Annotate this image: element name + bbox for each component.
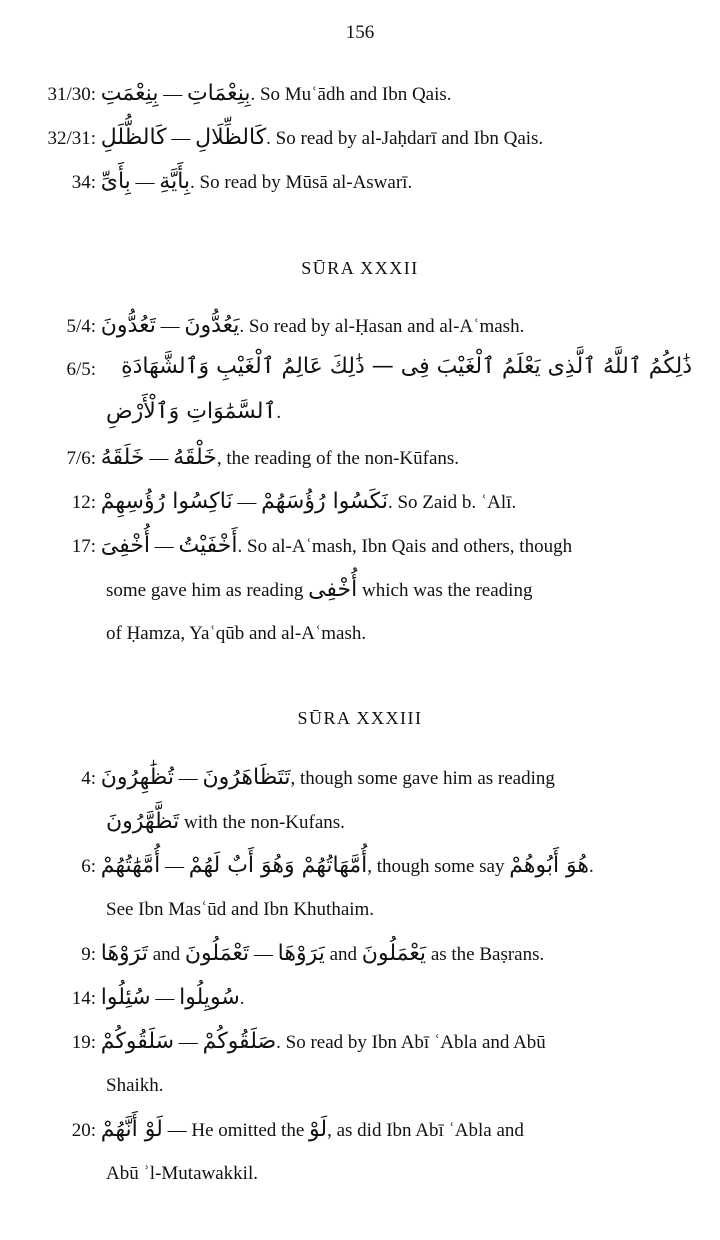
note-entry: [28, 160, 412, 205]
verse-ref: 7/6:: [66, 448, 96, 469]
verse-ref: 6/5:: [66, 359, 96, 380]
note-entry: [28, 932, 544, 977]
arabic-variant: تَتَظَاهَرُونَ: [202, 765, 291, 790]
page-number: 156: [345, 22, 375, 43]
note-entry: [28, 116, 543, 161]
note-continuation: [106, 800, 345, 845]
verse-ref: 5/4:: [66, 316, 96, 337]
dash: —: [160, 316, 180, 337]
arabic-reading: لَوْ: [309, 1117, 328, 1142]
arabic-reading: تَعُدُّونَ: [100, 313, 156, 338]
dash: —: [149, 448, 169, 469]
verse-ref: 6:: [81, 856, 96, 877]
arabic-reading: هُوَ أَبُوهُمْ: [509, 853, 590, 878]
arabic-variant: سُويِلُوا: [179, 985, 240, 1010]
dash: —: [253, 944, 273, 965]
arabic-variant: يَرَوْهَا: [277, 941, 325, 966]
note-entry: [28, 304, 524, 349]
note-text: , though some gave him as reading: [290, 768, 555, 789]
verse-ref: 14:: [71, 988, 96, 1009]
note-text: and: [152, 944, 181, 965]
verse-ref: 32/31:: [47, 128, 96, 149]
arabic-reading: أُمَّهَٰتُهُمْ: [100, 853, 161, 878]
sura-heading: SŪRA XXXIII: [297, 708, 423, 728]
dash: —: [135, 172, 155, 193]
note-entry: [28, 976, 245, 1021]
note-continuation: See Ibn Masʿūd and Ibn Khuthaim.: [106, 899, 375, 920]
verse-ref: 9:: [81, 944, 96, 965]
verse-ref: 12:: [71, 492, 96, 513]
arabic-reading: بِنِعْمَتِ: [100, 81, 159, 106]
dash: —: [237, 492, 257, 513]
note-text: . So al-Aʿmash, Ibn Qais and others, though: [237, 536, 573, 557]
note-text: with the non-Kufans.: [183, 812, 345, 833]
verse-ref: 34:: [71, 172, 96, 193]
verse-ref: 31/30:: [47, 84, 96, 105]
note-text: and: [329, 944, 358, 965]
verse-ref: 20:: [71, 1120, 96, 1141]
sura-heading: SŪRA XXXII: [301, 258, 419, 278]
arabic-variant: أُمَّهَاتُهُمْ وَهُوَ أَبٌ لَهُمْ: [188, 853, 368, 878]
arabic-reading: بِأَىِّ: [100, 169, 131, 194]
arabic-variant: بِأَيَّةِ: [159, 169, 191, 194]
arabic-variant: يَعُدُّونَ: [184, 313, 240, 338]
dash: —: [178, 1032, 198, 1053]
note-entry: [28, 480, 516, 525]
note-text: which was the reading: [362, 580, 533, 601]
arabic-phrase: ٱلسَّمَٰوَاتِ وَٱلْأَرْضِ: [106, 399, 277, 424]
note-entry: [28, 756, 555, 801]
arabic-variant: يَعْمَلُونَ: [361, 941, 427, 966]
arabic-reading: كَالظُّلَلِ: [100, 125, 167, 150]
verse-ref: 19:: [71, 1032, 96, 1053]
arabic-reading: سُئِلُوا: [100, 985, 151, 1010]
arabic-reading: تُظَٰهِرُونَ: [100, 765, 174, 790]
arabic-reading: تَرَوْهَا: [100, 941, 148, 966]
verse-ref: 4:: [81, 768, 96, 789]
arabic-variant: بِنِعْمَاتِ: [186, 81, 251, 106]
note-text: . So Muʿādh and Ibn Qais.: [250, 84, 452, 105]
verse-ref: 17:: [71, 536, 96, 557]
arabic-reading: سَلَقُوكُمْ: [100, 1029, 175, 1054]
note-entry: [28, 1108, 524, 1153]
arabic-reading: تَظَّهَّرُونَ: [106, 809, 180, 834]
note-text: .: [239, 988, 245, 1009]
note-text: as the Baṣrans.: [430, 944, 545, 965]
arabic-reading: نَاكِسُوا رُؤُسِهِمْ: [100, 489, 233, 514]
note-entry: [28, 72, 452, 117]
arabic-variant: كَالظِّلَالِ: [195, 125, 267, 150]
note-text: . So read by al-Ḥasan and al-Aʿmash.: [239, 316, 525, 337]
note-continuation: [106, 390, 281, 435]
arabic-variant: نَكَسُوا رُؤُسَهُمْ: [261, 489, 388, 514]
note-entry: [28, 436, 459, 481]
note-continuation: [106, 568, 532, 613]
arabic-phrase: ذَٰلِكُمُ ٱللَّهُ ٱلَّذِى يَعْلَمُ ٱلْغَيْبَ فِى — ذَٰلِكَ عَالِمُ ٱلْغَيْبِ وَٱلشَّهَادَةِ: [121, 354, 692, 379]
note-text: , though some say: [367, 856, 505, 877]
dash: —: [163, 84, 183, 105]
note-text: , as did Ibn Abī ʿAbla and: [327, 1120, 524, 1141]
note-text: . So read by al-Jaḥdarī and Ibn Qais.: [266, 128, 544, 149]
note-continuation: Abū ʾl-Mutawakkil.: [106, 1163, 258, 1184]
arabic-reading: خَلَقَهُ: [100, 445, 145, 470]
arabic-variant: خَلْقَهُ: [173, 445, 217, 470]
arabic-reading: تَعْمَلُونَ: [184, 941, 250, 966]
dash: —: [155, 988, 175, 1009]
note-text: . So Zaid b. ʿAlī.: [387, 492, 517, 513]
note-entry: [28, 348, 96, 392]
note-continuation: of Ḥamza, Yaʿqūb and al-Aʿmash.: [106, 623, 367, 644]
arabic-reading: أُخْفِىَ: [100, 533, 150, 558]
note-text: .: [276, 402, 282, 423]
note-text: some gave him as reading: [106, 580, 304, 601]
arabic-variant: صَلَقُوكُمْ: [202, 1029, 277, 1054]
arabic-variant: أَخْفَيْتُ: [178, 533, 238, 558]
note-entry: [28, 524, 572, 569]
dash: —: [164, 856, 184, 877]
note-continuation: Shaikh.: [106, 1075, 164, 1096]
dash: —: [167, 1120, 187, 1141]
note-entry: [28, 1020, 546, 1065]
arabic-reading: لَوْ أَنَّهُمْ: [100, 1117, 163, 1142]
note-text: .: [589, 856, 594, 877]
dash: —: [154, 536, 174, 557]
note-text: . So read by Mūsā al-Aswarī.: [190, 172, 413, 193]
dash: —: [171, 128, 191, 149]
note-text: He omitted the: [191, 1120, 305, 1141]
dash: —: [178, 768, 198, 789]
note-text: , the reading of the non-Kūfans.: [216, 448, 460, 469]
arabic-reading: أُخْفِى: [308, 577, 358, 602]
note-text: . So read by Ibn Abī ʿAbla and Abū: [276, 1032, 546, 1053]
note-entry: [28, 844, 594, 889]
